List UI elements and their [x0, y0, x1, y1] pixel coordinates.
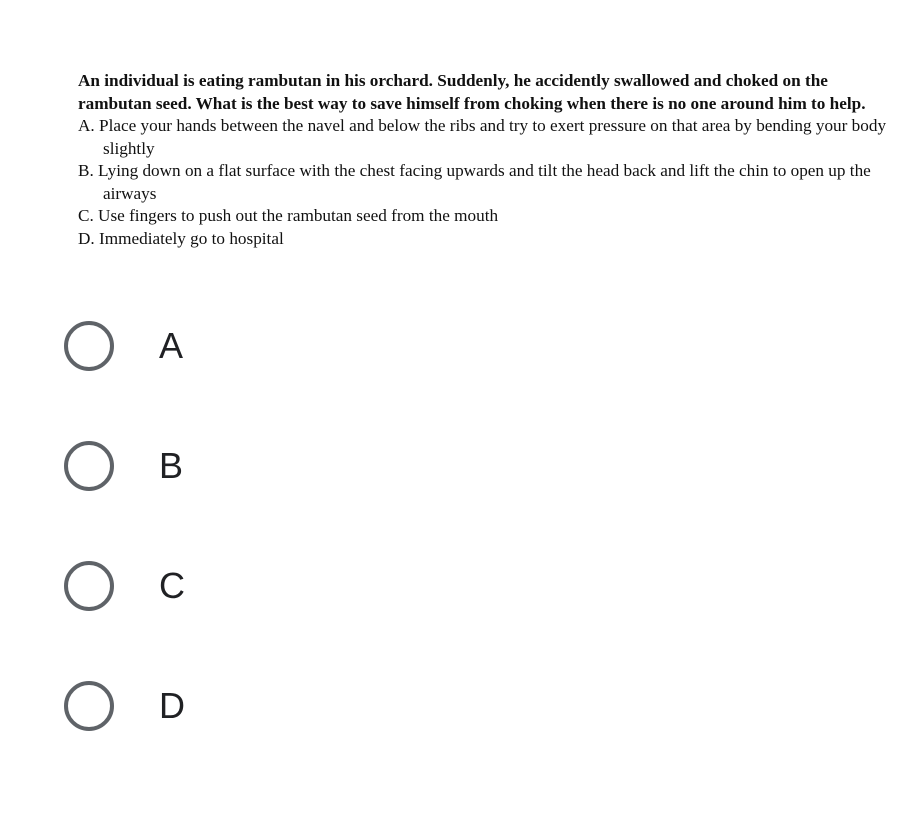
answer-choice-a[interactable]: [64, 316, 183, 376]
answer-choice-b[interactable]: [64, 436, 183, 496]
answer-label-c: C: [159, 565, 185, 606]
radio-button-b[interactable]: [64, 441, 114, 491]
question-text: An individual is eating rambutan in his orchard. Suddenly, he accidently swallowed and choked on the rambutan seed. What is the best way to save himself from choking when there is no one around him to help.: [78, 71, 866, 113]
answer-label-d: D: [159, 685, 185, 726]
radio-button-a[interactable]: [64, 321, 114, 371]
radio-button-d[interactable]: [64, 681, 114, 731]
answer-label-b: B: [159, 445, 184, 486]
option-line-a: A. Place your hands between the navel and below the ribs and try to exert pressure on that area by bending your body slightly: [78, 116, 887, 158]
answer-choice-d[interactable]: [64, 676, 185, 736]
option-line-d: D. Immediately go to hospital: [78, 228, 284, 248]
answer-label-a: A: [159, 325, 184, 366]
answer-choice-c[interactable]: [64, 556, 185, 616]
radio-button-c[interactable]: [64, 561, 114, 611]
question-image: [78, 70, 893, 250]
option-line-c: C. Use fingers to push out the rambutan seed from the mouth: [78, 206, 499, 225]
option-line-b: B. Lying down on a flat surface with the chest facing upwards and tilt the head back and lift the chin to open up the airways: [78, 161, 871, 203]
